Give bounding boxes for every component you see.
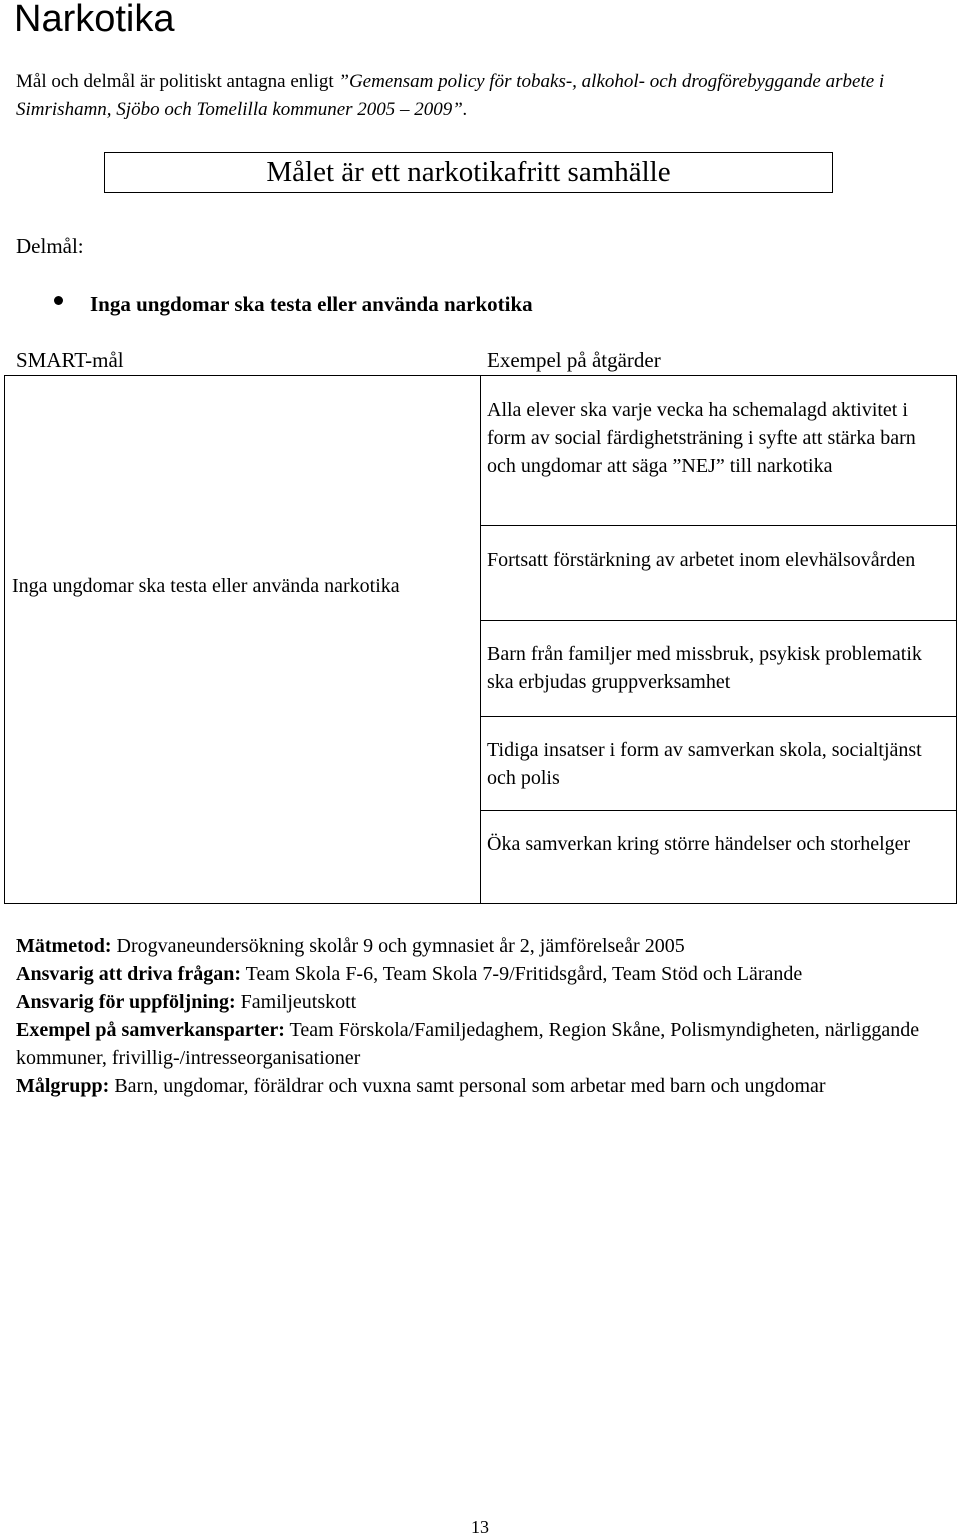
meta-section [16, 932, 941, 1100]
meta-value: Barn, ungdomar, föräldrar och vuxna samt personal som arbetar med barn och ungdomar [114, 1075, 826, 1097]
meta-measurement [16, 932, 941, 960]
example-item: Barn från familjer med missbruk, psykisk problematik ska erbjudas gruppverksamhet [487, 643, 922, 693]
meta-label: Ansvarig för uppföljning: [16, 991, 236, 1013]
main-goal-box [104, 152, 833, 193]
example-item: Alla elever ska varje vecka ha schemalagd aktivitet i form av social färdighetsträning i syfte att stärka barn och ungdomar att säga ”NEJ” till narkotika [487, 399, 916, 477]
table-row-divider [480, 716, 957, 717]
meta-target-group [16, 1072, 941, 1100]
table-column-divider [480, 375, 481, 904]
subgoal-item: Inga ungdomar ska testa eller använda narkotika [90, 292, 533, 316]
main-goal-text: Målet är ett narkotikafritt samhälle [266, 156, 671, 188]
meta-label: Exempel på samverkansparter: [16, 1019, 285, 1041]
subgoals-label: Delmål: [16, 234, 84, 258]
meta-value: Team Skola F-6, Team Skola 7-9/Fritidsgård, Team Stöd och Lärande [245, 963, 803, 985]
page-title: Narkotika [14, 0, 175, 40]
meta-followup [16, 988, 941, 1016]
intro-paragraph [16, 68, 936, 124]
examples-header: Exempel på åtgärder [487, 348, 661, 372]
meta-value: Drogvaneundersökning skolår 9 och gymnasiet år 2, jämförelseår 2005 [116, 935, 685, 957]
meta-value: Team Förskola/Familjedaghem, Region Skåne, Polismyndigheten, närliggande kommuner, frivillig-/intresseorganisationer [16, 1019, 920, 1069]
meta-responsible [16, 960, 941, 988]
table-row-divider [480, 525, 957, 526]
smart-goals-header: SMART-mål [16, 348, 124, 372]
meta-label: Målgrupp: [16, 1075, 110, 1097]
smart-goal-cell: Inga ungdomar ska testa eller använda narkotika [12, 575, 400, 597]
page-number: 13 [471, 1517, 489, 1537]
meta-value: Familjeutskott [240, 991, 357, 1013]
meta-label: Mätmetod: [16, 935, 112, 957]
table-row-divider [480, 810, 957, 811]
intro-policy-reference: ”Gemensam policy för tobaks-, alkohol- och drogförebyggande arbete i Simrishamn, Sjöbo och Tomelilla kommuner 2005 – 2009”. [16, 71, 885, 120]
intro-prefix: Mål och delmål är politiskt antagna enligt [16, 71, 339, 92]
meta-label: Ansvarig att driva frågan: [16, 963, 241, 985]
example-item: Tidiga insatser i form av samverkan skola, socialtjänst och polis [487, 739, 922, 789]
example-item: Öka samverkan kring större händelser och storhelger [487, 833, 911, 855]
example-item: Fortsatt förstärkning av arbetet inom elevhälsovården [487, 549, 916, 571]
table-row-divider [480, 620, 957, 621]
bullet-icon [54, 296, 63, 305]
meta-partners [16, 1016, 941, 1072]
